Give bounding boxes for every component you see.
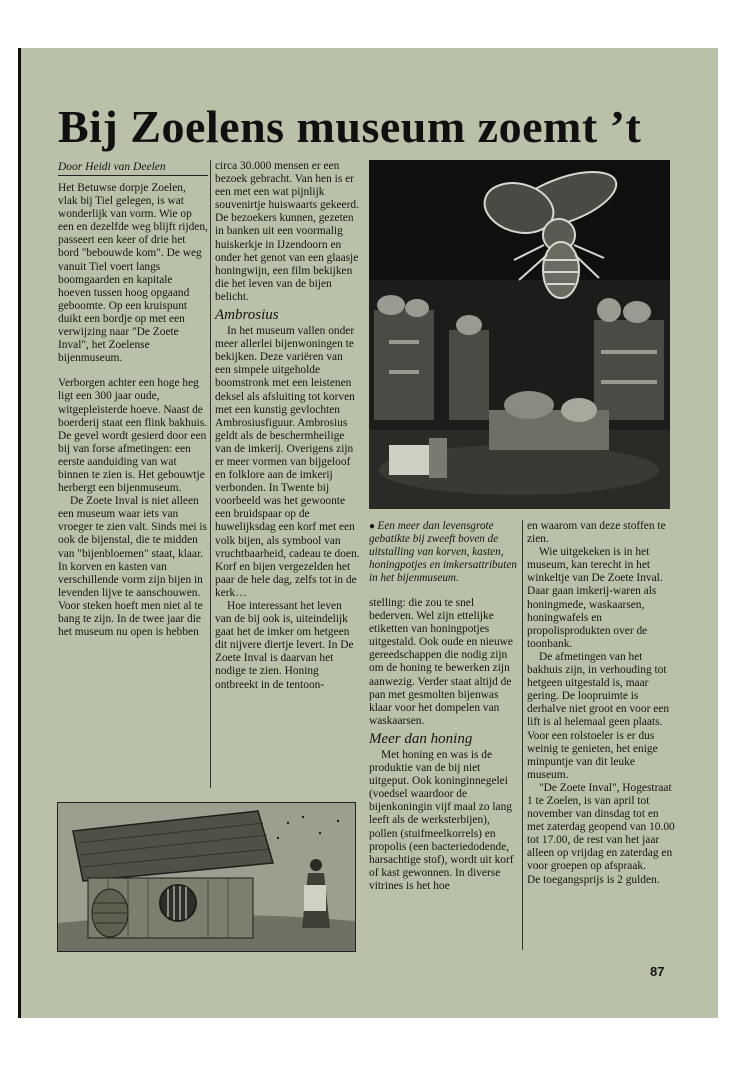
- bullet-icon: ●: [369, 521, 378, 532]
- photo-caption: [369, 520, 519, 585]
- column-rule: [522, 520, 523, 950]
- paragraph: De toegangsprijs is 2 gulden.: [527, 873, 660, 886]
- paragraph: Het Betuwse dorpje Zoelen, vlak bij Tiel gelegen, is wat wonderlijk van vorm. Wie op een en dezelfde weg blijft rijden, passeert een keer of drie het bord "bebouwde kom". De weg vanuit Tiel voert langs boomgaarden en kapitale hoeven tussen hoog opgaand geboomte. Op een kruispunt duikt een bordje op met een verwijzing naar "De Zoete Inval", het Zoelense bijenmuseum.: [58, 182, 208, 365]
- paragraph: en waarom van deze stoffen te zien.: [527, 520, 666, 546]
- column-rule: [210, 160, 211, 788]
- subheading-ambrosius: Ambrosius: [215, 307, 279, 324]
- column-1: [58, 182, 208, 639]
- paragraph: circa 30.000 mensen er een bezoek gebracht. Van hen is er een met een wat pijnlijk souvenirtje huiswaarts gekeerd. De bezoekers kunnen, gezeten in banken uit een voormalig huiskerkje in IJzendoorn en onder het genot van een glaasje honingwijn, een film bekijken die het leven van de bijen belicht.: [215, 160, 359, 303]
- photo-caption-text: Een meer dan levensgrote gebatikte bij zweeft boven de uitstalling van korven, kasten, honingpotjes en imkersattributen in het bijenmuseum.: [369, 520, 517, 584]
- column-4: [527, 520, 675, 887]
- column-3: [369, 520, 519, 893]
- article-title: Bij Zoelens museum zoemt ’t: [58, 101, 642, 152]
- column-2: [215, 160, 361, 692]
- paragraph: Wie uitgekeken is in het museum, kan terecht in het winkeltje van De Zoete Inval. Daar gaan imkerij-waren als honingmede, waskaarsen, honingwafels en propolisprodukten over de toonbank.: [527, 546, 663, 650]
- article-byline: Door Heidi van Deelen: [58, 161, 208, 176]
- paragraph: stelling: die zou te snel bederven. Wel zijn ettelijke etiketten van honingpotjes uitgestald. Ook oude en nieuwe gereedschappen die nodig zijn om de honing te bewerken zijn aanwezig. Verder staat altijd de pan met gesmolten bijenwas klaar voor het dompelen van waskaarsen.: [369, 597, 513, 727]
- museum-photo-image: [369, 160, 670, 509]
- paragraph: De Zoete Inval is niet alleen een museum waar iets van vroeger te zien valt. Sinds mei is ook de bijenstal, die te midden van "bijenbloemen" staat, klaar. In korven en kasten van verschillende vorm zijn bijen in levenden lijve te aanschouwen. Voor steken hoeft men niet al te bang te zijn. In de twee jaar die het museum nu open is hebben: [58, 495, 207, 639]
- page-spine-edge: [18, 48, 21, 1018]
- paragraph: Hoe interessant het leven van de bij ook is, uiteindelijk gaat het de imker om hetgeen dit nijvere diertje levert. In De Zoete Inval is daarvan het nodige te zien. Honing ontbreekt in de tentoon-: [215, 600, 354, 691]
- beehouse-engraving: [58, 803, 355, 951]
- paragraph: Verborgen achter een hoge heg ligt een 300 jaar oude, witgepleisterde hoeve. Naast de boerderij staat een flink bakhuis. De gevel wordt gesierd door een bij van forse afmetingen: een eerste aanduiding van wat binnen te zien is. Het gebouwtje herbergt een bijenmuseum.: [58, 377, 207, 495]
- paragraph: De afmetingen van het bakhuis zijn, in verhouding tot hetgeen uitgestald is, maar gering. De loopruimte is derhalve niet groot en voor een lift is al helemaal geen plaats. Voor een rolstoeler is er dus weinig te genieten, het enige minpuntje van dit leuke museum.: [527, 650, 670, 781]
- paragraph: "De Zoete Inval", Hogestraat 1 te Zoelen, is van april tot november van dinsdag tot en met zaterdag geopend van 10.00 tot 17.00, de rest van het jaar alleen op vrijdag en zaterdag en voor groepen op afspraak.: [527, 781, 675, 873]
- paragraph: Met honing en was is de produktie van de bij niet uitgeput. Ook koninginnegelei (voedsel waardoor de bijenkoningin vijf maal zo lang leeft als de werksterbijen), pollen (stuifmeelkorrels) en propolis (een bacteriedodende, harsachtige stof), wordt uit korf of kast gewonnen. In diverse vitrines is het hoe: [369, 748, 514, 892]
- beehouse-illustration: [57, 802, 356, 952]
- page-number: 87: [650, 964, 665, 979]
- subheading-meer-dan-honing: Meer dan honing: [369, 730, 473, 747]
- museum-interior-photo: [369, 160, 670, 509]
- paragraph: In het museum vallen onder meer allerlei bijenwoningen te bekijken. Deze variëren van een simpele uitgeholde boomstronk met een leistenen deksel als afsluiting tot korven met een kunstig gevlochten Ambrosiusfiguur. Ambrosius geldt als de beschermheilige van de imkerij. Overigens zijn er meer vormen van bijgeloof en folklore aan de imkerij verbonden. In Twente bij voorbeeld was het gewoonte een bruidspaar op de huwelijksdag een korf met een volk bijen, als symbool van vruchtbaarheid, cadeau te doen. Korf en bijen vergezelden het paar de hele dag, zelfs tot in de kerk…: [215, 325, 360, 599]
